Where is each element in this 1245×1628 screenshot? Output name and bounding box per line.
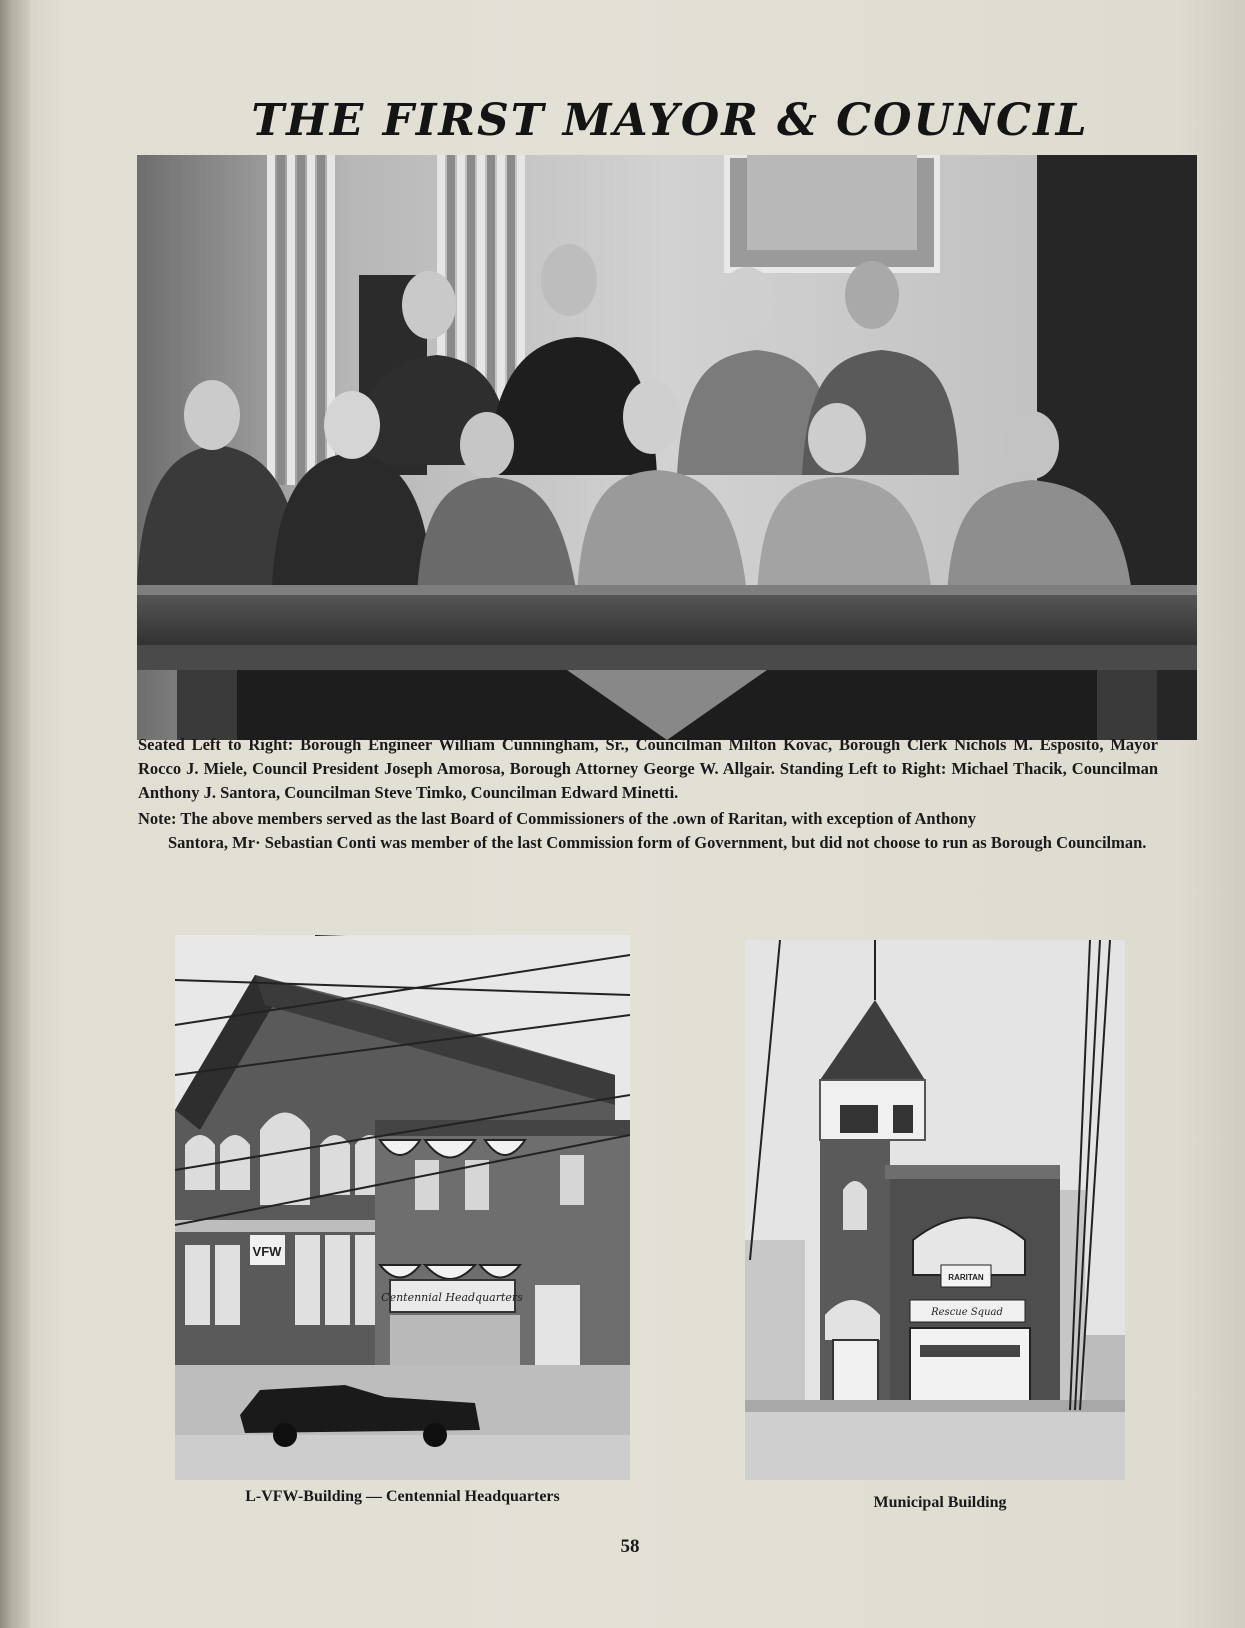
- store-sign: Centennial Headquarters: [381, 1291, 523, 1304]
- group-photo-caption: [138, 733, 1158, 805]
- page-binding-shadow: [0, 0, 30, 1628]
- rescue-squad-sign: Rescue Squad: [931, 1307, 1003, 1318]
- vfw-sign: VFW: [252, 1244, 282, 1259]
- group-photo-caption-text: Seated Left to Right: Borough Engineer William Cunningham, Sr., Councilman Milton Kovac, Borough Clerk Nichols M. Esposito, Mayor Rocco J. Miele, Council President Joseph Amorosa, Borough Attorney George W. Allgair. Standing Left to Right: Michael Thacik, Councilman Anthony J. Santora, Councilman Steve Timko, Councilman Edward Minetti.: [138, 735, 1158, 802]
- note-first-text: The above members served as the last Board of Commissioners of the .own of Raritan, with exception of Anthony: [180, 809, 976, 828]
- note-first-line: [138, 807, 1158, 831]
- group-photo-note: [138, 807, 1158, 855]
- vfw-building-photo: [175, 935, 630, 1480]
- page-title: THE FIRST MAYOR & COUNCIL: [251, 95, 1089, 146]
- council-group-photo: [137, 155, 1197, 740]
- note-label: Note:: [138, 809, 177, 828]
- municipal-building-caption: Municipal Building: [873, 1494, 1007, 1511]
- note-continuation: Santora, Mr· Sebastian Conti was member of the last Commission form of Government, but did not choose to run as Borough Councilman.: [168, 833, 1147, 852]
- page-number: 58: [620, 1536, 640, 1557]
- municipal-building-photo: [745, 940, 1125, 1480]
- vfw-building-caption: L-VFW-Building — Centennial Headquarters: [245, 1488, 560, 1505]
- raritan-sign: RARITAN: [948, 1273, 984, 1282]
